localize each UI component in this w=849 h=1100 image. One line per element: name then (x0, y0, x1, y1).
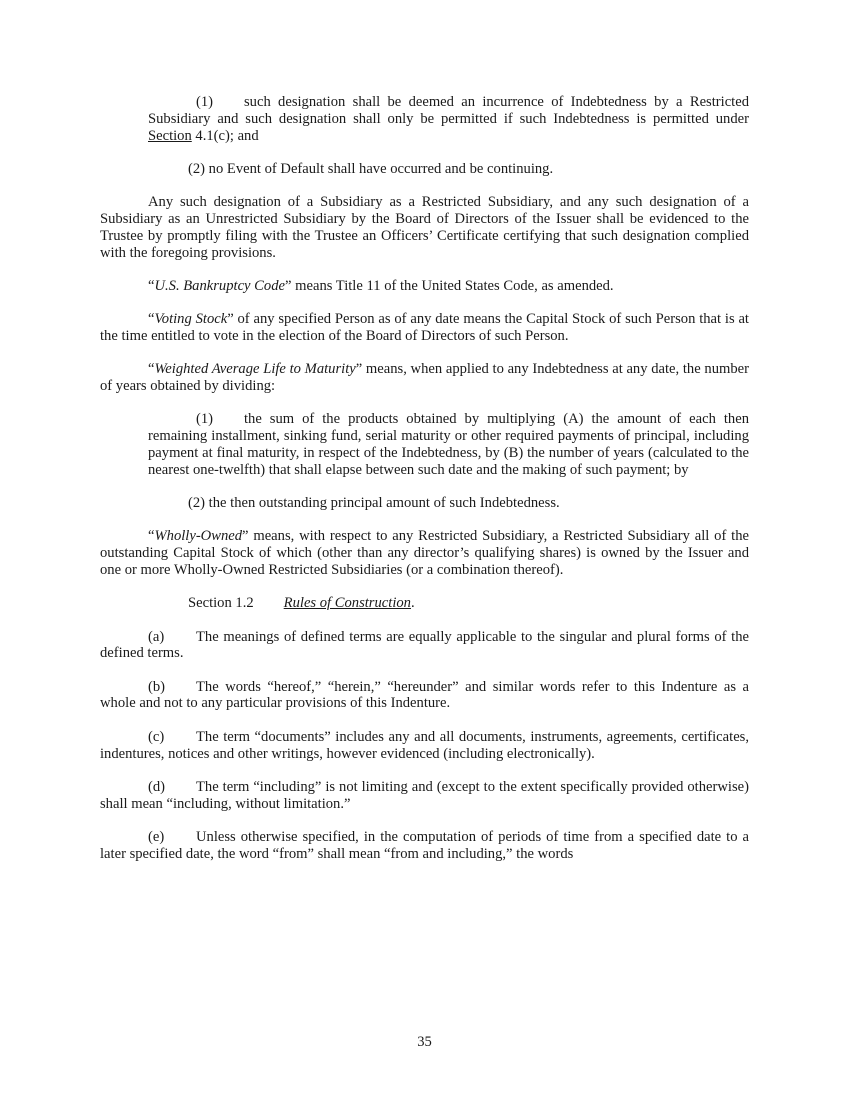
rule-d: (d) The term “including” is not limiting and (except to the extent specifically provided otherwise) shall mean “including, without limitation.” (100, 778, 749, 812)
rule-a: (a) The meanings of defined terms are equally applicable to the singular and plural forms of the defined terms. (100, 628, 749, 662)
defined-term: Weighted Average Life to Maturity (154, 361, 356, 378)
section-number: Section 1.2 (188, 595, 254, 612)
page-number: 35 (417, 1034, 432, 1050)
rule-number: (a) (148, 628, 165, 645)
section-title: Rules of Construction (283, 595, 411, 612)
rule-e: (e) Unless otherwise specified, in the computation of periods of time from a specified date to a later specified date, the word “from” shall mean “from and including,” the words (100, 828, 749, 862)
designation-clause-2: (2) no Event of Default shall have occurred and be continuing. (188, 160, 554, 177)
weighted-average-clause-2: (2) the then outstanding principal amount of such Indebtedness. (188, 495, 560, 512)
rule-b: (b) The words “hereof,” “herein,” “hereunder” and similar words refer to this Indenture as a whole and not to any particular provisions of this Indenture. (100, 678, 749, 712)
definition-us-bankruptcy-code: “U.S. Bankruptcy Code” means Title 11 of the United States Code, as amended. (148, 277, 614, 294)
weighted-average-clause-1: (1) the sum of the products obtained by multiplying (A) the amount of each then remaining installment, sinking fund, serial maturity or other required payments of principal, including payment at final maturity, in respect of the Indebtedness, by (B) the number of years (calculated to the nearest one-twelfth) that shall elapse between such date and the making of such payment; by (148, 411, 749, 478)
document-page (100, 94, 749, 879)
clause-number: (1) (196, 411, 214, 428)
section-reference: Section (148, 127, 192, 144)
definition-weighted-average-life: “Weighted Average Life to Maturity” means, when applied to any Indebtedness at any date, the number of years obtained by dividing: (100, 361, 749, 395)
designation-paragraph: Any such designation of a Subsidiary as a Restricted Subsidiary, and any such designation of a Subsidiary as an Unrestricted Subsidiary by the Board of Directors of the Issuer shall be evidenced to the Trustee by promptly filing with the Trustee an Officers’ Certificate certifying that such designation complied with the foregoing provisions. (100, 194, 749, 261)
designation-clause-1: (1) such designation shall be deemed an incurrence of Indebtedness by a Restricted Subsidiary and such designation shall only be permitted if such Indebtedness is permitted under Section 4.1(c); and (148, 94, 749, 144)
rule-number: (d) (148, 778, 166, 795)
definition-wholly-owned: “Wholly-Owned” means, with respect to any Restricted Subsidiary, a Restricted Subsidiary all of the outstanding Capital Stock of which (other than any director’s qualifying shares) is owned by the Issuer and one or more Wholly-Owned Restricted Subsidiaries (or a combination thereof). (100, 528, 749, 578)
definition-voting-stock: “Voting Stock” of any specified Person as of any date means the Capital Stock of such Person that is at the time entitled to vote in the election of the Board of Directors of such Person. (100, 311, 749, 344)
section-heading: Section 1.2 Rules of Construction. (188, 595, 415, 612)
rule-number: (e) (148, 828, 165, 845)
rule-c: (c) The term “documents” includes any and all documents, instruments, agreements, certificates, indentures, notices and other writings, however evidenced (including electronically). (100, 728, 749, 762)
defined-term: Wholly-Owned (154, 528, 243, 545)
rule-number: (c) (148, 728, 165, 745)
defined-term: Voting Stock (154, 311, 228, 328)
clause-number: (1) (196, 94, 214, 110)
rule-number: (b) (148, 678, 166, 695)
defined-term: U.S. Bankruptcy Code (154, 277, 285, 294)
